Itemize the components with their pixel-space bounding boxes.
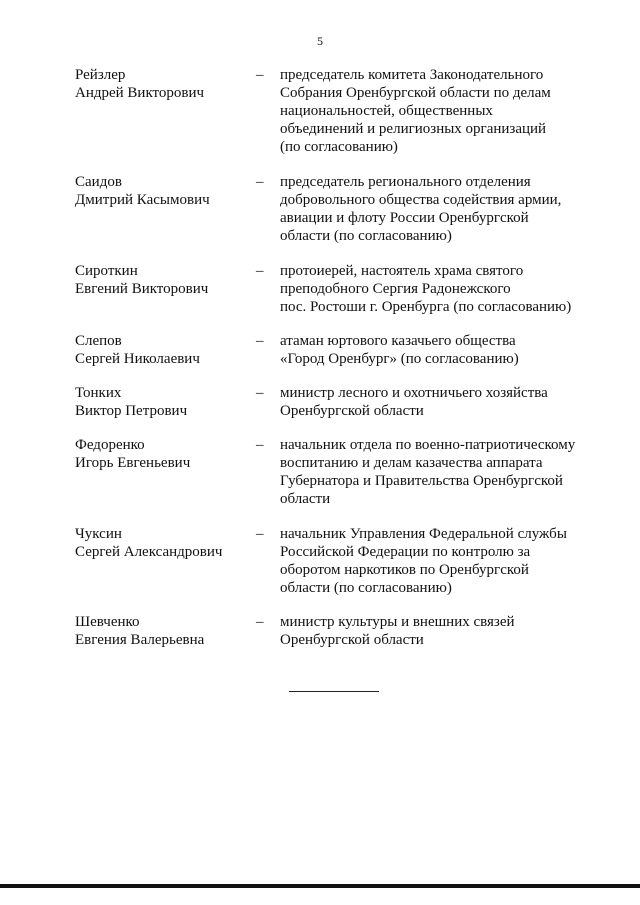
member-given-names: Сергей Александрович: [75, 544, 223, 560]
member-position: [280, 384, 590, 420]
position-line: добровольного общества содействия армии,: [280, 192, 562, 208]
member-surname: Сироткин: [75, 263, 138, 279]
position-line: председатель комитета Законодательного: [280, 67, 544, 83]
member-given-names: Евгений Викторович: [75, 281, 209, 297]
separator-dash: –: [256, 614, 264, 630]
position-line: пос. Ростоши г. Оренбурга (по согласованию): [280, 299, 572, 315]
position-line: Оренбургской области: [280, 403, 424, 419]
position-line: начальник отдела по военно-патриотическому: [280, 437, 576, 453]
member-position: [280, 173, 590, 245]
position-line: (по согласованию): [280, 139, 398, 155]
list-item: [0, 613, 640, 653]
separator-dash: –: [256, 437, 264, 453]
member-name: [75, 173, 250, 209]
separator-dash: –: [256, 526, 264, 542]
list-item: [0, 332, 640, 384]
separator-dash: –: [256, 263, 264, 279]
position-line: атаман юртового казачьего общества: [280, 333, 516, 349]
list-item: [0, 173, 640, 262]
member-surname: Чуксин: [75, 526, 122, 542]
member-surname: Саидов: [75, 174, 122, 190]
separator-dash: –: [256, 174, 264, 190]
member-name: [75, 613, 250, 649]
list-item: [0, 525, 640, 613]
separator-dash: –: [256, 67, 264, 83]
member-surname: Слепов: [75, 333, 122, 349]
list-item: [0, 262, 640, 332]
position-line: преподобного Сергия Радонежского: [280, 281, 511, 297]
member-list: [0, 66, 640, 653]
member-name: [75, 262, 250, 298]
position-line: министр лесного и охотничьего хозяйства: [280, 385, 548, 401]
position-line: министр культуры и внешних связей: [280, 614, 515, 630]
member-position: [280, 262, 590, 316]
position-line: воспитанию и делам казачества аппарата: [280, 455, 543, 471]
member-position: [280, 436, 590, 508]
member-name: [75, 525, 250, 561]
position-line: протоиерей, настоятель храма святого: [280, 263, 524, 279]
list-item: [0, 384, 640, 436]
position-line: авиации и флоту России Оренбургской: [280, 210, 529, 226]
position-line: «Город Оренбург» (по согласованию): [280, 351, 519, 367]
member-surname: Шевченко: [75, 614, 140, 630]
page-number: 5: [317, 34, 323, 48]
member-given-names: Евгения Валерьевна: [75, 632, 205, 648]
position-line: председатель регионального отделения: [280, 174, 531, 190]
list-item: [0, 436, 640, 525]
member-given-names: Виктор Петрович: [75, 403, 188, 419]
position-line: оборотом наркотиков по Оренбургской: [280, 562, 529, 578]
member-given-names: Сергей Николаевич: [75, 351, 200, 367]
member-position: [280, 525, 590, 597]
member-surname: Тонких: [75, 385, 122, 401]
member-position: [280, 613, 590, 649]
member-name: [75, 436, 250, 472]
list-item: [0, 66, 640, 173]
position-line: начальник Управления Федеральной службы: [280, 526, 567, 542]
member-given-names: Игорь Евгеньевич: [75, 455, 191, 471]
position-line: национальностей, общественных: [280, 103, 493, 119]
member-position: [280, 66, 590, 156]
member-given-names: Андрей Викторович: [75, 85, 205, 101]
separator-dash: –: [256, 333, 264, 349]
position-line: области (по согласованию): [280, 228, 452, 244]
member-name: [75, 332, 250, 368]
member-surname: Рейзлер: [75, 67, 126, 83]
end-divider: [289, 691, 379, 692]
position-line: Собрания Оренбургской области по делам: [280, 85, 551, 101]
member-position: [280, 332, 590, 368]
member-given-names: Дмитрий Касымович: [75, 192, 210, 208]
position-line: Губернатора и Правительства Оренбургской: [280, 473, 563, 489]
member-surname: Федоренко: [75, 437, 145, 453]
position-line: области: [280, 491, 331, 507]
scan-bottom-edge: [0, 884, 640, 888]
member-name: [75, 66, 250, 102]
position-line: области (по согласованию): [280, 580, 452, 596]
position-line: Российской Федерации по контролю за: [280, 544, 531, 560]
separator-dash: –: [256, 385, 264, 401]
position-line: объединений и религиозных организаций: [280, 121, 547, 137]
member-name: [75, 384, 250, 420]
position-line: Оренбургской области: [280, 632, 424, 648]
